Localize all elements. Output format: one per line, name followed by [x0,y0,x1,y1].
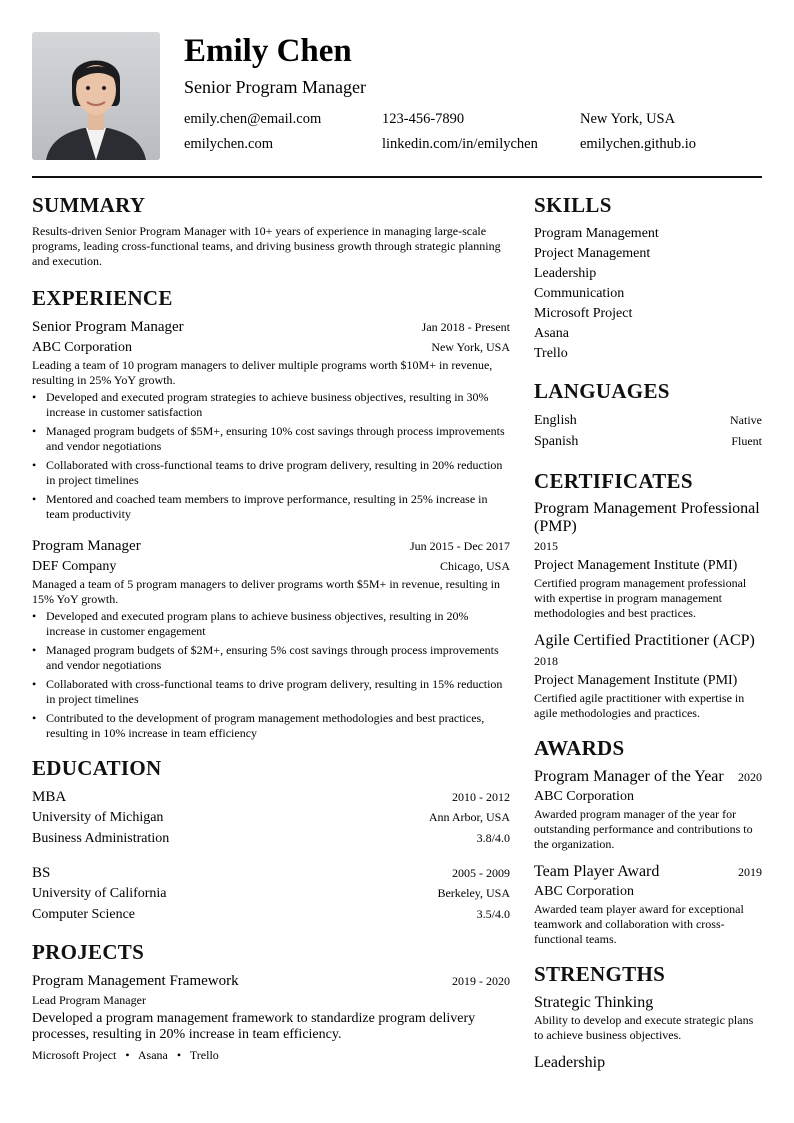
separator-bullet: • [176,1048,182,1062]
award-name: Team Player Award [534,863,660,880]
projects-section [32,939,510,1063]
awards-section [534,735,762,947]
section-heading: STRENGTHS [534,962,666,986]
section-heading: CERTIFICATES [534,469,693,493]
skills-section [534,192,762,364]
section-heading: SUMMARY [32,193,146,217]
experience-summary: Managed a team of 5 program managers to deliver programs worth $5M+ in revenue, resulting in 15% YoY growth. [32,577,500,606]
skill-item: Microsoft Project [534,306,633,321]
education-dates: 2005 - 2009 [452,866,510,880]
certificate-issuer: Project Management Institute (PMI) [534,558,738,573]
education-gpa: 3.8/4.0 [476,831,510,845]
list-item: • Mentored and coached team members to improve performance, resulting in 25% increase in team productivity [32,492,510,522]
project-dates: 2019 - 2020 [452,974,510,988]
experience-company: DEF Company [32,559,117,574]
list-item: • Collaborated with cross-functional teams to drive program delivery, resulting in 15% reduction in project timelines [32,677,510,707]
left-column [32,192,510,1063]
education-gpa: 3.5/4.0 [476,907,510,921]
section-heading: PROJECTS [32,940,145,964]
experience-role: Senior Program Manager [32,319,184,335]
experience-item [32,317,510,522]
right-column [534,192,762,1073]
education-field: Computer Science [32,907,136,922]
profile-photo [32,32,160,160]
education-section [32,755,510,925]
certificate-item [534,631,762,721]
strength-item [534,1053,762,1073]
contact-phone: 123-456-7890 [382,111,465,127]
certificate-item [534,500,762,621]
language-level: Fluent [731,434,762,448]
section-heading: AWARDS [534,736,625,760]
tool-tag: Trello [189,1048,219,1062]
person-portrait-icon [32,32,160,160]
education-location: Berkeley, USA [437,886,510,900]
award-org: ABC Corporation [534,789,634,804]
experience-location: Chicago, USA [440,559,510,573]
summary-text: Results-driven Senior Program Manager with 10+ years of experience in managing large-scale programs, leading cross-functional teams, and driving business growth through strategic planning and execution. [32,224,501,268]
award-year: 2020 [738,770,762,784]
certificate-year: 2018 [534,654,558,668]
education-field: Business Administration [32,831,170,846]
experience-summary: Leading a team of 10 program managers to deliver multiple programs worth $10M+ in revenue, resulting in 25% YoY growth. [32,358,493,387]
experience-section [32,285,510,741]
skill-item: Communication [534,286,625,301]
strengths-section [534,961,762,1073]
certificate-year: 2015 [534,539,558,553]
education-item [32,863,510,925]
section-heading: EDUCATION [32,756,162,780]
education-dates: 2010 - 2012 [452,790,510,804]
contact-linkedin[interactable]: linkedin.com/in/emilychen [382,136,538,152]
skill-item: Asana [534,326,569,341]
experience-item [32,536,510,741]
award-year: 2019 [738,865,762,879]
contact-email[interactable]: emily.chen@email.com [184,111,322,127]
separator-bullet: • [125,1048,130,1062]
award-description: Awarded team player award for exceptional teamwork and collaboration with cross-functional teams. [534,902,744,946]
candidate-name: Emily Chen [184,33,352,69]
certificate-description: Certified agile practitioner with expertise in agile methodologies and practices. [534,691,745,720]
skill-item: Project Management [534,246,651,261]
skill-item: Trello [534,346,568,361]
strength-item [534,993,762,1043]
award-org: ABC Corporation [534,884,634,899]
award-item [534,767,762,852]
strength-name: Leadership [534,1054,606,1071]
education-school: University of Michigan [32,810,164,825]
tool-tag: Asana [137,1048,168,1062]
contact-location: New York, USA [580,111,676,127]
education-degree: MBA [32,789,67,805]
experience-bullets [32,609,510,741]
experience-dates: Jun 2015 - Dec 2017 [410,539,510,553]
education-item [32,787,510,849]
education-school: University of California [32,886,167,901]
certificate-description: Certified program management professional with expertise in program management methodologies and best practices. [534,576,747,620]
contact-github[interactable]: emilychen.github.io [580,136,696,152]
experience-role: Program Manager [32,538,141,554]
experience-bullets [32,390,510,522]
experience-company: ABC Corporation [32,340,132,355]
education-location: Ann Arbor, USA [428,810,510,824]
certificates-section [534,468,762,721]
experience-dates: Jan 2018 - Present [421,320,510,334]
list-item: • Collaborated with cross-functional teams to drive program delivery, resulting in 20% reduction in project timelines [32,458,510,488]
award-name: Program Manager of the Year [534,768,724,785]
section-heading: SKILLS [534,193,612,217]
tool-tag: Microsoft Project [32,1048,117,1062]
header-divider [32,176,762,178]
resume-header [32,32,762,160]
award-description: Awarded program manager of the year for outstanding performance and contributions to the organization. [534,807,753,851]
contact-website[interactable]: emilychen.com [184,136,273,152]
list-item: • Managed program budgets of $5M+, ensuring 10% cost savings through process improvements and vendor negotiations [32,424,510,454]
experience-location: New York, USA [431,340,510,354]
language-name: Spanish [534,434,579,449]
project-name: Program Management Framework [32,973,239,989]
certificate-name: Program Management Professional (PMP) [534,500,760,535]
language-level: Native [730,413,762,427]
project-tools [32,1047,510,1063]
project-item [32,971,510,1063]
education-degree: BS [32,865,51,881]
strength-name: Strategic Thinking [534,994,654,1011]
list-item: • Contributed to the development of program management methodologies and best practices, resulting in 10% increase in team efficiency [32,711,510,741]
strength-description: Ability to develop and execute strategic plans to achieve business objectives. [534,1013,754,1042]
section-heading: LANGUAGES [534,379,670,403]
skill-item: Leadership [534,266,597,281]
certificate-name: Agile Certified Practitioner (ACP) [534,632,755,649]
list-item: • Managed program budgets of $2M+, ensuring 5% cost savings through process improvements and vendor negotiations [32,643,510,673]
list-item: • Developed and executed program strategies to achieve business objectives, resulting in 30% increase in customer satisfaction [32,390,510,420]
award-item [534,862,762,947]
project-description: Developed a program management framework to standardize program delivery processes, resulting in 20% increase in team efficiency. [32,1011,476,1042]
candidate-title: Senior Program Manager [184,77,366,97]
project-role: Lead Program Manager [32,993,146,1007]
skill-item: Program Management [534,226,659,241]
certificate-issuer: Project Management Institute (PMI) [534,673,738,688]
languages-section [534,378,762,452]
section-heading: EXPERIENCE [32,286,173,310]
language-name: English [534,413,577,428]
list-item: • Developed and executed program plans to achieve business objectives, resulting in 20% increase in customer engagement [32,609,510,639]
summary-section [32,192,510,269]
